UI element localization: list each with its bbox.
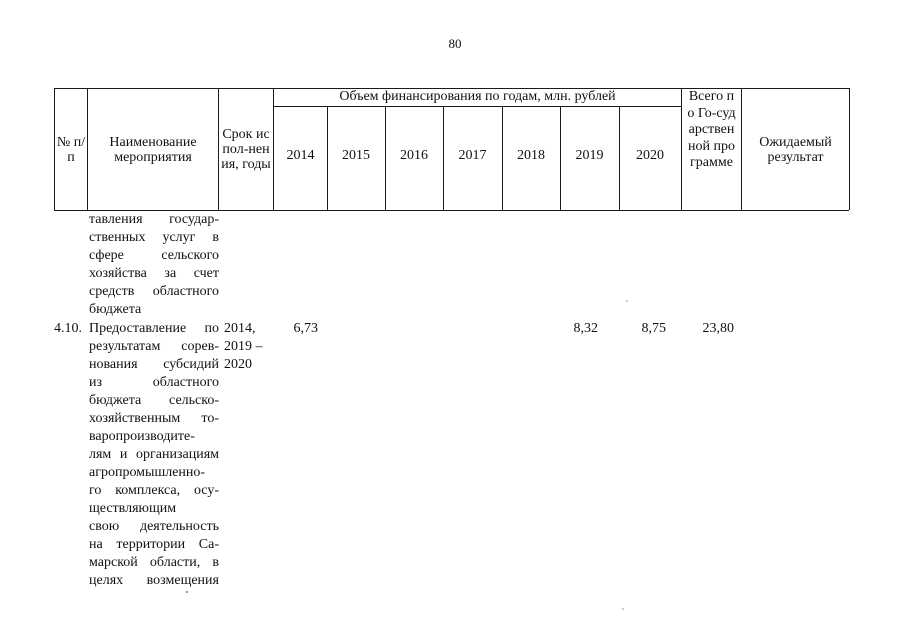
- header-result-cell: [742, 89, 849, 210]
- scan-speck: [186, 591, 188, 593]
- header-total-label: Всего по Го-сударственной программе: [687, 89, 736, 170]
- value-2019: 8,32: [573, 321, 598, 336]
- scan-speck: [626, 300, 628, 302]
- row-name-line: Предоставление по: [89, 321, 219, 336]
- header-num-cell: [55, 89, 87, 210]
- row-name-line: нования субсидий: [89, 357, 219, 372]
- continuation-name-line: сфере сельского: [89, 248, 219, 263]
- continuation-name-line: средств областного: [89, 284, 219, 299]
- header-num-label: № п/п: [56, 134, 86, 165]
- row-name-line: лям и организациям: [89, 447, 219, 462]
- row-term: [224, 320, 274, 374]
- header-year-2015: 2015: [342, 148, 370, 163]
- value-2014: 6,73: [293, 321, 318, 336]
- header-name-cell: [88, 89, 218, 210]
- value-total: 23,80: [702, 321, 734, 336]
- header-funding-cell: [274, 89, 681, 106]
- continuation-name-line: тавления государ-: [89, 212, 219, 227]
- row-name: [89, 320, 219, 590]
- header-year-2019: 2019: [575, 148, 604, 163]
- row-name-line: на территории Са-: [89, 537, 219, 552]
- row-term-line: 2019 –: [224, 339, 263, 354]
- continuation-name: [89, 211, 219, 319]
- row-name-line: хозяйственным то-: [89, 411, 219, 426]
- row-name-line: ществляющим: [89, 501, 177, 516]
- header-year-2016: 2016: [400, 148, 428, 163]
- header-total-cell: [682, 89, 741, 210]
- continuation-name-line: бюджета: [89, 302, 142, 317]
- header-year-2018: 2018: [517, 148, 545, 163]
- row-name-line: марской области, в: [89, 555, 219, 570]
- row-name-line: агропромышленно-: [89, 465, 206, 480]
- header-year-2014: 2014: [286, 148, 315, 163]
- page-number: 80: [448, 36, 462, 51]
- row-name-line: из областного: [89, 375, 219, 390]
- row-term-line: 2014,: [224, 321, 256, 336]
- header-term-cell: [219, 89, 273, 210]
- funding-subheader-border: [274, 106, 682, 107]
- header-year-2020: 2020: [636, 148, 664, 163]
- row-name-line: результатам сорев-: [89, 339, 219, 354]
- row-name-line: варопроизводите-: [89, 429, 195, 444]
- header-funding-label: Объем финансирования по годам, млн. рублей: [339, 89, 616, 104]
- col-border-right: [849, 88, 850, 210]
- row-name-line: целях возмещения: [89, 573, 219, 588]
- row-name-line: свою деятельность: [89, 519, 219, 534]
- scan-speck: [622, 608, 624, 610]
- row-name-line: го комплекса, осу-: [89, 483, 219, 498]
- header-year-2017: 2017: [458, 148, 487, 163]
- row-name-line: бюджета сельско-: [89, 393, 219, 408]
- value-2020: 8,75: [641, 321, 666, 336]
- continuation-name-line: хозяйства за счет: [89, 266, 219, 281]
- header-name-label: Наименование мероприятия: [109, 134, 197, 165]
- header-result-label: Ожидаемый результат: [759, 134, 832, 165]
- row-number: 4.10.: [54, 321, 82, 336]
- header-term-label: Срок испол-нения, годы: [221, 127, 271, 172]
- continuation-name-line: ственных услуг в: [89, 230, 219, 245]
- row-term-line: 2020: [224, 357, 252, 372]
